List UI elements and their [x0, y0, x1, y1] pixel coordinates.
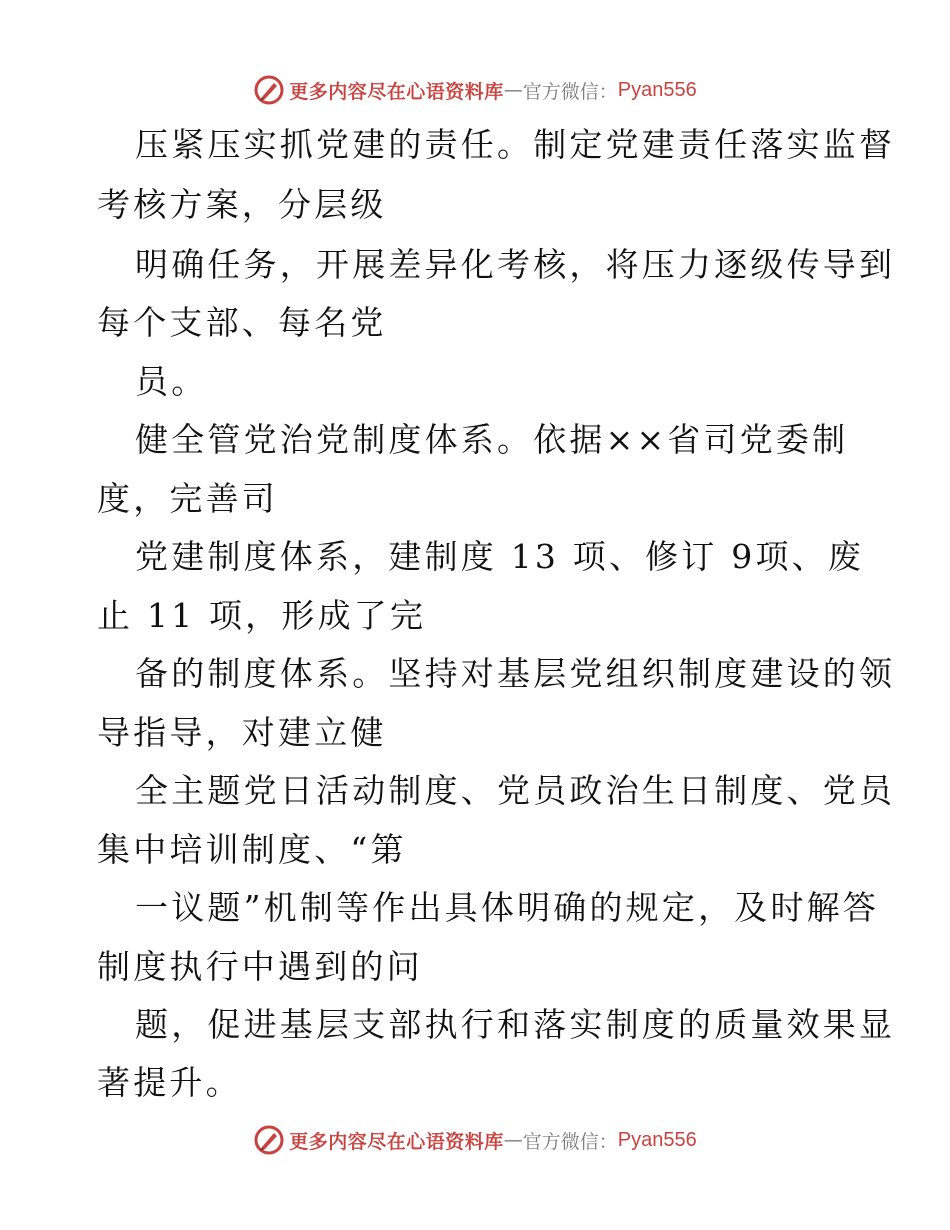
watermark-wechat-label: 官方微信： — [522, 1130, 618, 1153]
text-line-6: 健全管党治党制度体系。依据××省司党委制 — [135, 420, 849, 459]
text-line-11: 导指导，对建立健 — [97, 713, 387, 752]
pen-logo-icon — [253, 74, 285, 106]
text-line-2: 考核方案，分层级 — [97, 185, 387, 224]
text-line-3: 明确任务，开展差异化考核，将压力逐级传导到 — [135, 245, 896, 284]
text-line-12: 全主题党日活动制度、党员政治生日制度、党员 — [135, 771, 896, 810]
text-line-17: 著提升。 — [97, 1063, 242, 1102]
watermark-brand-text: 更多内容尽在心语资料库 — [289, 80, 504, 103]
text-line-4: 每个支部、每名党 — [97, 303, 387, 342]
watermark-wechat-label: 官方微信： — [522, 80, 618, 103]
text-line-13: 集中培训制度、“第 — [97, 830, 407, 869]
text-line-8: 党建制度体系，建制度 13 项、修订 9项、废 — [135, 537, 865, 576]
watermark-wechat-handle: Pyan556 — [617, 1128, 697, 1151]
text-line-7: 度，完善司 — [97, 479, 278, 518]
text-line-15: 制度执行中遇到的问 — [97, 947, 423, 986]
text-line-16: 题，促进基层支部执行和落实制度的质量效果显 — [135, 1005, 896, 1044]
header-watermark — [0, 72, 950, 108]
text-line-10: 备的制度体系。坚持对基层党组织制度建设的领 — [135, 654, 896, 693]
text-line-14: 一议题”机制等作出具体明确的规定，及时解答 — [135, 888, 880, 927]
watermark-brand-text: 更多内容尽在心语资料库 — [289, 1130, 504, 1153]
text-line-9: 止 11 项，形成了完 — [97, 596, 427, 635]
text-line-5: 员。 — [135, 362, 208, 401]
text-line-1: 压紧压实抓党建的责任。制定党建责任落实监督 — [135, 125, 896, 164]
watermark-wechat-handle: Pyan556 — [617, 78, 697, 101]
pen-logo-icon — [253, 1124, 285, 1156]
watermark-separator: — — [503, 79, 523, 101]
watermark-separator: — — [503, 1129, 523, 1151]
footer-watermark — [0, 1122, 950, 1158]
